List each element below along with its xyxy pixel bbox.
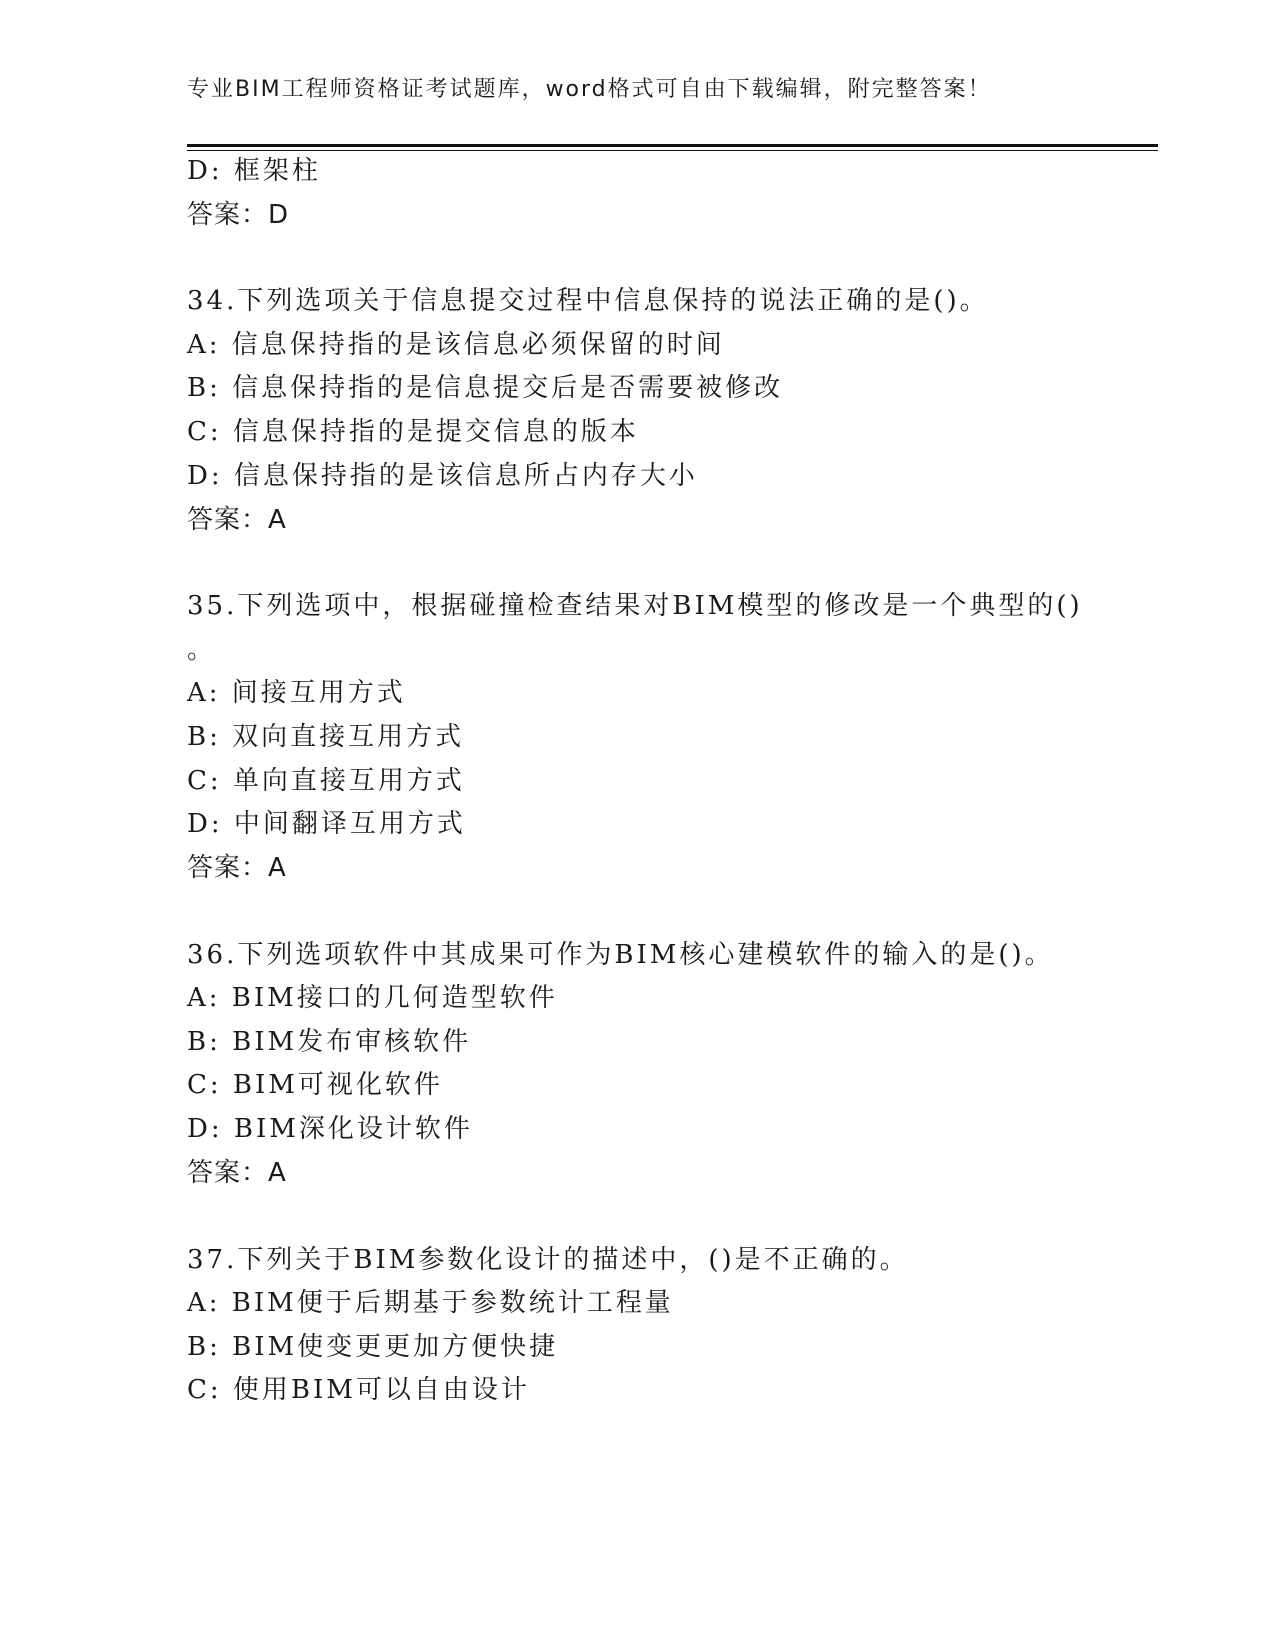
question-34-option-c: C: 信息保持指的是提交信息的版本 [187, 417, 639, 447]
question-35-option-a: A: 间接互用方式 [187, 678, 406, 708]
question-36-answer: 答案：A [187, 1158, 287, 1188]
prev-option-d: D: 框架柱 [187, 156, 321, 186]
prev-answer: 答案：D [187, 200, 290, 230]
question-36-option-b: B: BIM发布审核软件 [187, 1027, 472, 1057]
question-36-option-d: D: BIM深化设计软件 [187, 1114, 473, 1144]
question-37-option-a: A: BIM便于后期基于参数统计工程量 [187, 1288, 674, 1318]
question-37-stem: 37.下列关于BIM参数化设计的描述中，()是不正确的。 [187, 1245, 909, 1275]
question-34-answer: 答案：A [187, 505, 287, 535]
question-34-option-a: A: 信息保持指的是该信息必须保留的时间 [187, 330, 725, 360]
question-36-option-a: A: BIM接口的几何造型软件 [187, 983, 558, 1013]
question-34-stem: 34.下列选项关于信息提交过程中信息保持的说法正确的是()。 [187, 286, 989, 316]
question-37-option-c: C: 使用BIM可以自由设计 [187, 1375, 530, 1405]
question-35-stem-cont: 。 [187, 635, 217, 665]
question-35-option-d: D: 中间翻译互用方式 [187, 809, 466, 839]
question-35-stem: 35.下列选项中，根据碰撞检查结果对BIM模型的修改是一个典型的() [187, 591, 1083, 621]
question-37-option-b: B: BIM使变更更加方便快捷 [187, 1332, 559, 1362]
question-34-option-b: B: 信息保持指的是信息提交后是否需要被修改 [187, 373, 784, 403]
question-34-option-d: D: 信息保持指的是该信息所占内存大小 [187, 461, 698, 491]
question-36-stem: 36.下列选项软件中其成果可作为BIM核心建模软件的输入的是()。 [187, 940, 1054, 970]
question-35-option-c: C: 单向直接互用方式 [187, 766, 465, 796]
question-35-option-b: B: 双向直接互用方式 [187, 722, 465, 752]
header-rule-thick [187, 144, 1158, 147]
header-rule-thin [187, 150, 1158, 151]
question-36-option-c: C: BIM可视化软件 [187, 1070, 443, 1100]
page-header: 专业BIM工程师资格证考试题库，word格式可自由下载编辑，附完整答案！ [187, 77, 992, 102]
question-35-answer: 答案：A [187, 853, 287, 883]
